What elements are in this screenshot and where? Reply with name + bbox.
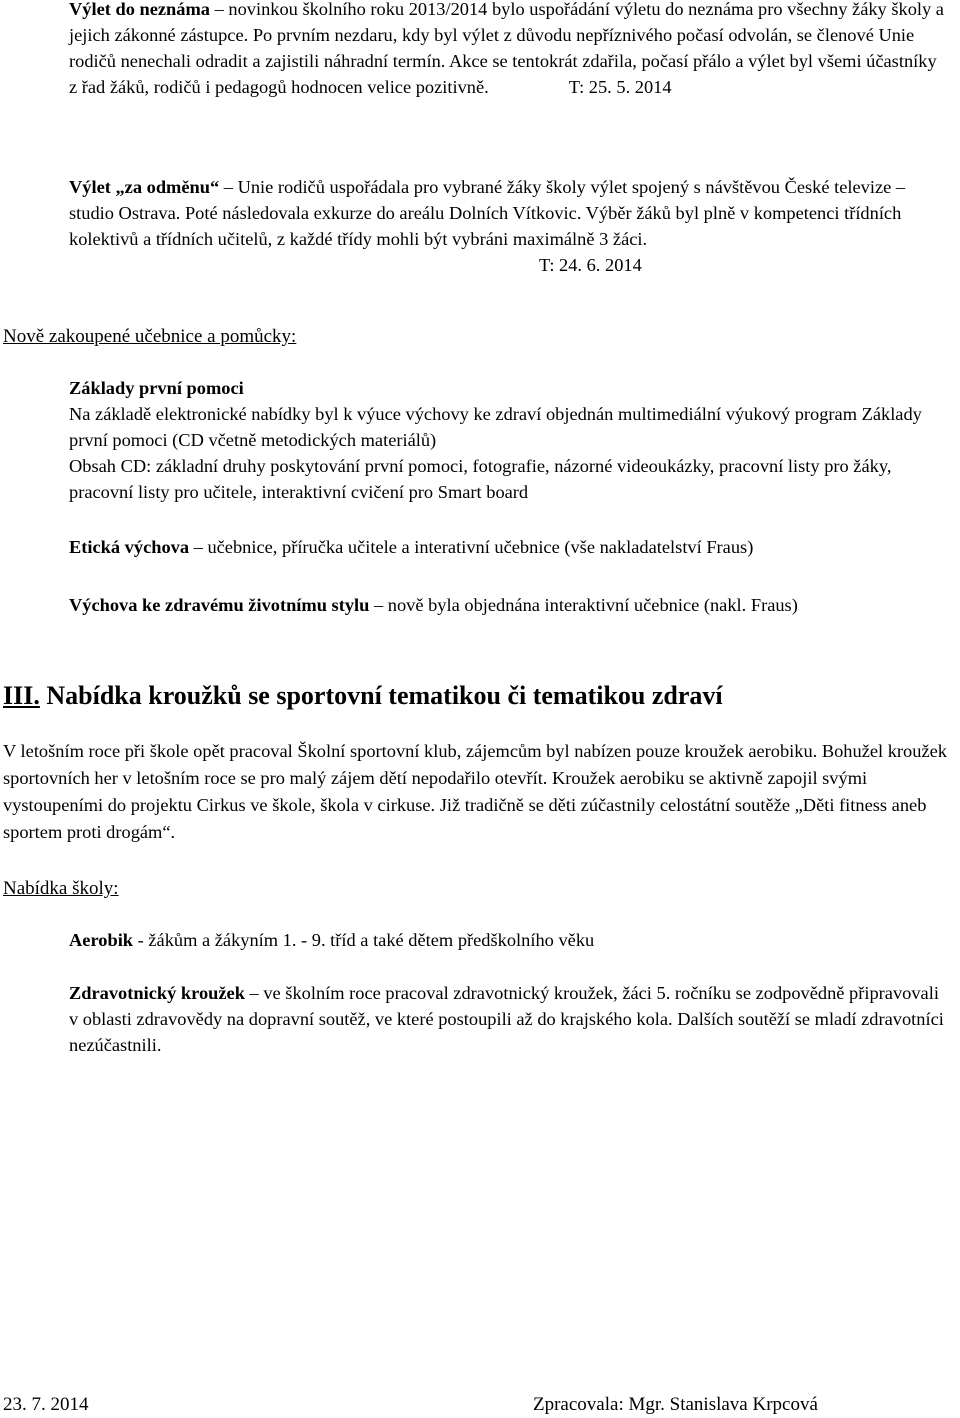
aerobic-item bbox=[69, 927, 949, 953]
trip-paragraph bbox=[69, 0, 949, 100]
medic-item bbox=[69, 980, 949, 1058]
first-aid-title: Základy první pomoci bbox=[69, 378, 244, 398]
section-3-text: V letošním roce při škole opět pracoval Školní sportovní klub, zájemcům byl nabízen pouze kroužek aerobiku. Bohužel kroužek sportovních her v letošním roce se pro malý zájem dětí nepodařilo otevřít. Kroužek aerobiku se aktivně zapojil svými vystoupeními do projektu Cirkus ve škole, škola v cirkuse. Již tradičně se děti zúčastnily celostátní soutěže „Děti fitness aneb sportem proti drogám“. bbox=[3, 741, 947, 842]
reward-text: – Unie rodičů uspořádala pro vybrané žáky školy výlet spojený s návštěvou České televize – studio Ostrava. Poté následovala exkurze do areálu Dolních Vítkovic. Výběr žáků byl plně v kompetenci třídních kolektivů a třídních učitelů, z každé třídy mohli být vybráni maximálně 3 žáci. bbox=[69, 177, 906, 249]
trip-date: T: 25. 5. 2014 bbox=[568, 77, 672, 97]
footer-date: 23. 7. 2014 bbox=[3, 1394, 89, 1415]
health-text: – nově byla objednána interaktivní učebnice (nakl. Fraus) bbox=[369, 595, 798, 615]
reward-title: Výlet „za odměnu“ bbox=[69, 177, 220, 197]
reward-date: T: 24. 6. 2014 bbox=[539, 255, 642, 275]
section-3-heading bbox=[3, 680, 723, 712]
reward-paragraph bbox=[69, 174, 949, 278]
ethics-item bbox=[69, 534, 949, 560]
health-item bbox=[69, 592, 959, 618]
health-title: Výchova ke zdravému životnímu stylu bbox=[69, 595, 370, 615]
first-aid-text: Na základě elektronické nabídky byl k výuce výchovy ke zdraví objednán multimediální výukový program Základy první pomoci (CD včetně metodických materiálů) bbox=[69, 404, 922, 450]
ethics-title: Etická výchova bbox=[69, 537, 190, 557]
medic-text: – ve školním roce pracoval zdravotnický kroužek, žáci 5. ročníku se zodpovědně připravovali v oblasti zdravovědy na dopravní soutěž, ve které postoupili až do krajského kola. Dalších soutěží se mladí zdravotníci nezúčastnili. bbox=[69, 983, 944, 1055]
trip-text: – novinkou školního roku 2013/2014 bylo uspořádání výletu do neznáma pro všechny žáky školy a jejich zákonné zástupce. Po prvním nezdaru, kdy byl výlet z důvodu nepříznivého počasí odvolán, se členové Unie rodičů nenechali odradit a zajistili náhradní termín. Akce se tentokrát zdařila, počasí přálo a výlet byl všemi účastníky z řad žáků, rodičů i pedagogů hodnocen velice pozitivně. bbox=[69, 0, 944, 97]
first-aid-section bbox=[69, 375, 949, 505]
first-aid-cd: Obsah CD: základní druhy poskytování první pomoci, fotografie, názorné videoukázky, pracovní listy pro žáky, pracovní listy pro učitele, interaktivní cvičení pro Smart board bbox=[69, 456, 892, 502]
section-3-roman: III. bbox=[3, 681, 40, 710]
aerobic-text: - žákům a žákyním 1. - 9. tříd a také dětem předškolního věku bbox=[133, 930, 595, 950]
offer-heading: Nabídka školy: bbox=[3, 878, 119, 899]
textbooks-heading: Nově zakoupené učebnice a pomůcky: bbox=[3, 326, 297, 347]
section-3-title: Nabídka kroužků se sportovní tematikou či tematikou zdraví bbox=[39, 681, 723, 710]
trip-title: Výlet do neznáma bbox=[69, 0, 210, 19]
medic-title: Zdravotnický kroužek bbox=[69, 983, 245, 1003]
footer-author: Zpracovala: Mgr. Stanislava Krpcová bbox=[533, 1394, 818, 1415]
aerobic-title: Aerobik bbox=[69, 930, 134, 950]
ethics-text: – učebnice, příručka učitele a interativní učebnice (vše nakladatelství Fraus) bbox=[189, 537, 754, 557]
